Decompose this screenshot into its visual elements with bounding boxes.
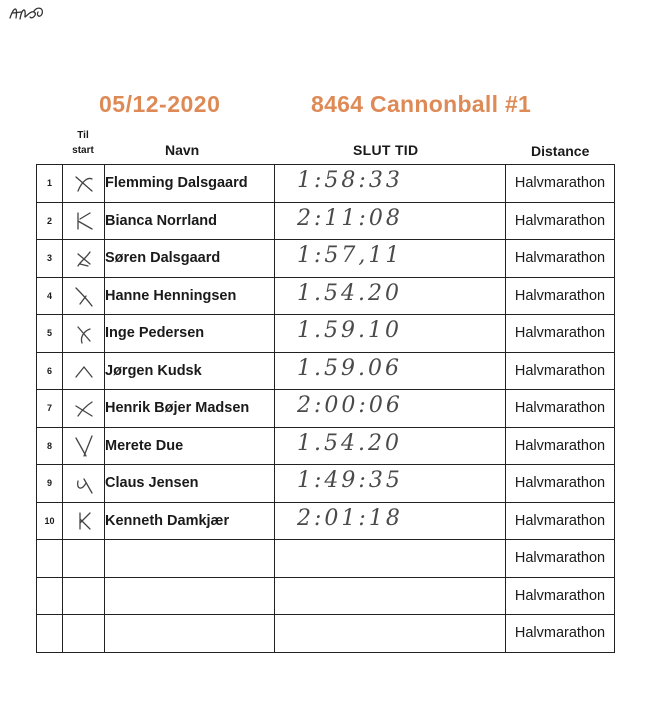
- check-mark-icon: [72, 471, 96, 495]
- til-start-cell: [63, 315, 105, 353]
- finish-time: 1:58:33: [297, 168, 403, 193]
- check-mark-icon: [72, 246, 96, 270]
- til-start-cell: [63, 577, 105, 615]
- distance-cell: Halvmarathon: [506, 165, 615, 203]
- finish-time-cell: [275, 240, 506, 278]
- finish-time-cell: [275, 202, 506, 240]
- table-row: [37, 240, 615, 278]
- til-start-cell: [63, 390, 105, 428]
- table-row: [37, 277, 615, 315]
- runner-name: Hanne Henningsen: [105, 277, 275, 315]
- distance-cell: Halvmarathon: [506, 390, 615, 428]
- finish-time-cell: [275, 390, 506, 428]
- check-mark-icon: [72, 171, 96, 195]
- table-row: [37, 315, 615, 353]
- row-number: [37, 577, 63, 615]
- check-mark-icon: [72, 434, 96, 458]
- column-header-distance: Distance: [531, 143, 590, 159]
- til-start-cell: [63, 615, 105, 653]
- check-mark-icon: [72, 209, 96, 233]
- event-date: 05/12-2020: [99, 91, 221, 117]
- table-row: [37, 390, 615, 428]
- distance-cell: Halvmarathon: [506, 465, 615, 503]
- runner-name: [105, 577, 275, 615]
- table-row: [37, 352, 615, 390]
- column-header-slut-tid: SLUT TID: [353, 142, 419, 158]
- finish-time: 2:01:18: [297, 505, 403, 531]
- runner-name: Kenneth Damkjær: [105, 502, 275, 540]
- finish-time-cell: [275, 540, 506, 578]
- check-mark-icon: [72, 321, 96, 345]
- race-title: 8464 Cannonball #1: [311, 91, 532, 117]
- finish-time: 1:49:35: [297, 468, 403, 493]
- row-number: 10: [37, 502, 63, 540]
- check-mark-icon: [72, 359, 96, 383]
- til-start-cell: [63, 240, 105, 278]
- runner-name: Inge Pedersen: [105, 315, 275, 353]
- til-start-cell: [63, 277, 105, 315]
- distance-cell: Halvmarathon: [506, 615, 615, 653]
- til-start-cell: [63, 202, 105, 240]
- til-start-cell: [63, 465, 105, 503]
- runner-name: Jørgen Kudsk: [105, 352, 275, 390]
- row-number: 3: [37, 240, 63, 278]
- table-row: [37, 540, 615, 578]
- distance-cell: Halvmarathon: [506, 315, 615, 353]
- til-start-cell: [63, 540, 105, 578]
- finish-time-cell: [275, 577, 506, 615]
- runner-name: [105, 615, 275, 653]
- runner-name: Merete Due: [105, 427, 275, 465]
- distance-cell: Halvmarathon: [506, 202, 615, 240]
- table-row: [37, 502, 615, 540]
- finish-time-cell: [275, 277, 506, 315]
- finish-time: 1:57,11: [297, 243, 403, 268]
- finish-time: 1.59.10: [297, 318, 402, 343]
- check-mark-icon: [72, 284, 96, 308]
- finish-time: 1.59.06: [297, 355, 402, 381]
- til-start-cell: [63, 165, 105, 203]
- table-row: [37, 202, 615, 240]
- table-row: [37, 577, 615, 615]
- distance-cell: Halvmarathon: [506, 577, 615, 615]
- finish-time-cell: [275, 165, 506, 203]
- table-row: [37, 615, 615, 653]
- row-number: 6: [37, 352, 63, 390]
- finish-time-cell: [275, 502, 506, 540]
- distance-cell: Halvmarathon: [506, 277, 615, 315]
- distance-cell: Halvmarathon: [506, 240, 615, 278]
- row-number: 7: [37, 390, 63, 428]
- finish-time-cell: [275, 465, 506, 503]
- row-number: 4: [37, 277, 63, 315]
- finish-time-cell: [275, 427, 506, 465]
- corner-signature-icon: [8, 2, 48, 24]
- til-start-cell: [63, 427, 105, 465]
- check-mark-icon: [72, 396, 96, 420]
- runner-name: Bianca Norrland: [105, 202, 275, 240]
- finish-time: 2:11:08: [297, 205, 403, 231]
- runner-name: [105, 540, 275, 578]
- til-start-cell: [63, 502, 105, 540]
- check-mark-icon: [72, 509, 96, 533]
- runner-name: Flemming Dalsgaard: [105, 165, 275, 203]
- column-header-navn: Navn: [165, 142, 200, 158]
- row-number: [37, 615, 63, 653]
- row-number: 5: [37, 315, 63, 353]
- finish-time: 1.54.20: [297, 280, 402, 306]
- table-row: [37, 465, 615, 503]
- finish-time: 1.54.20: [297, 430, 402, 456]
- finish-time-cell: [275, 315, 506, 353]
- results-table: [36, 164, 615, 653]
- row-number: 9: [37, 465, 63, 503]
- row-number: [37, 540, 63, 578]
- finish-time: 2:00:06: [297, 393, 403, 418]
- finish-time-cell: [275, 352, 506, 390]
- runner-name: Henrik Bøjer Madsen: [105, 390, 275, 428]
- distance-cell: Halvmarathon: [506, 540, 615, 578]
- row-number: 8: [37, 427, 63, 465]
- distance-cell: Halvmarathon: [506, 502, 615, 540]
- til-start-cell: [63, 352, 105, 390]
- table-row: [37, 427, 615, 465]
- column-header-til: Til: [77, 130, 89, 141]
- table-row: [37, 165, 615, 203]
- row-number: 1: [37, 165, 63, 203]
- distance-cell: Halvmarathon: [506, 352, 615, 390]
- row-number: 2: [37, 202, 63, 240]
- runner-name: Claus Jensen: [105, 465, 275, 503]
- runner-name: Søren Dalsgaard: [105, 240, 275, 278]
- finish-time-cell: [275, 615, 506, 653]
- distance-cell: Halvmarathon: [506, 427, 615, 465]
- column-header-start: start: [72, 145, 94, 156]
